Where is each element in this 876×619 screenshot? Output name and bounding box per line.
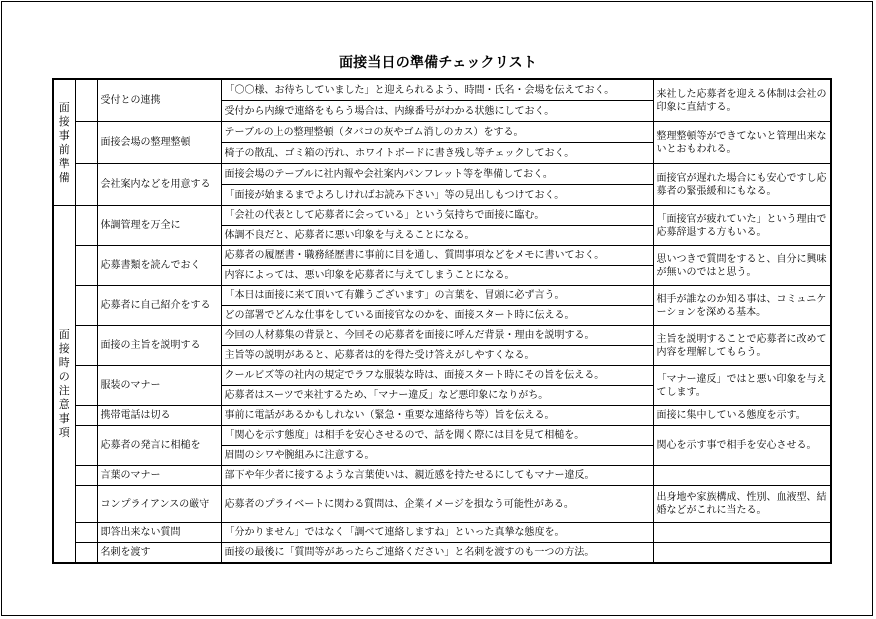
table-row — [53, 326, 831, 346]
item-cell: コンプライアンスの厳守 — [97, 486, 221, 523]
item-cell: 面接の主旨を説明する — [97, 326, 221, 366]
check-cell[interactable] — [75, 426, 97, 466]
category-label: 面接時の注意事項 — [58, 328, 70, 439]
note-cell — [653, 466, 831, 486]
description-cell: 「面接が始まるまでよろしければお読み下さい」等の見出しもつけておく。 — [221, 185, 653, 206]
note-cell: 「マナー違反」ではと悪い印象を与えてします。 — [653, 366, 831, 406]
category-label: 面接事前準備 — [58, 100, 70, 184]
description-cell: 今回の人材募集の背景と、今回その応募者を面接に呼んだ背景・理由を説明する。 — [221, 326, 653, 346]
table-row — [53, 366, 831, 386]
table-row — [53, 122, 831, 143]
item-cell: 会社案内などを用意する — [97, 164, 221, 206]
table-row — [53, 246, 831, 266]
table-row — [53, 523, 831, 543]
table-row — [53, 543, 831, 564]
item-cell: 応募書類を読んでおく — [97, 246, 221, 286]
check-cell[interactable] — [75, 543, 97, 564]
description-cell: 眉間のシワや腕組みに注意する。 — [221, 446, 653, 466]
note-cell: 来社した応募者を迎える体制は会社の印象に直結する。 — [653, 79, 831, 122]
item-cell: 服装のマナー — [97, 366, 221, 406]
note-cell: 思いつきで質問をすると、自分に興味が無いのではと思う。 — [653, 246, 831, 286]
description-cell: 事前に電話があるかもしれない（緊急・重要な連絡待ち等）旨を伝える。 — [221, 406, 653, 426]
description-cell: 椅子の散乱、ゴミ箱の汚れ、ホワイトボードに書き残し等チェックしておく。 — [221, 143, 653, 164]
check-cell[interactable] — [75, 366, 97, 406]
table-row — [53, 426, 831, 446]
description-cell: 受付から内線で連絡をもらう場合は、内線番号がわかる状態にしておく。 — [221, 101, 653, 122]
check-cell[interactable] — [75, 326, 97, 366]
check-cell[interactable] — [75, 466, 97, 486]
description-cell: 応募者はスーツで来社するため、「マナー違反」など悪印象になりがち。 — [221, 386, 653, 406]
item-cell: 言葉のマナー — [97, 466, 221, 486]
item-cell: 応募者に自己紹介をする — [97, 286, 221, 326]
table-row — [53, 406, 831, 426]
check-cell[interactable] — [75, 79, 97, 122]
description-cell: 内容によっては、悪い印象を応募者に与えてしまうことになる。 — [221, 266, 653, 286]
item-cell: 携帯電話は切る — [97, 406, 221, 426]
category-cell — [53, 206, 75, 564]
table-row — [53, 164, 831, 185]
checklist-table — [52, 78, 832, 564]
page-title: 面接当日の準備チェックリスト — [338, 55, 538, 71]
note-cell: 出身地や家族構成、性別、血液型、結婚などがこれに当たる。 — [653, 486, 831, 523]
check-cell[interactable] — [75, 406, 97, 426]
description-cell: 「〇〇様、お待ちしていました」と迎えられるよう、時間・氏名・会場を伝えておく。 — [221, 79, 653, 101]
description-cell: どの部署でどんな仕事をしている面接官なのかを、面接スタート時に伝える。 — [221, 306, 653, 326]
check-cell[interactable] — [75, 486, 97, 523]
note-cell: 面接に集中している態度を示す。 — [653, 406, 831, 426]
table-row — [53, 486, 831, 523]
check-cell[interactable] — [75, 206, 97, 246]
item-cell: 受付との連携 — [97, 79, 221, 122]
note-cell: 主旨を説明することで応募者に改めて内容を理解してもらう。 — [653, 326, 831, 366]
description-cell: 「分かりません」ではなく「調べて連絡しますね」といった真摯な態度を。 — [221, 523, 653, 543]
table-row — [53, 286, 831, 306]
table-row — [53, 206, 831, 226]
description-cell: テーブルの上の整理整頓（タバコの灰やゴム消しのカス）をする。 — [221, 122, 653, 143]
table-row — [53, 79, 831, 101]
item-cell: 面接会場の整理整頓 — [97, 122, 221, 164]
note-cell: 相手が誰なのか知る事は、コミュニケーションを深める基本。 — [653, 286, 831, 326]
check-cell[interactable] — [75, 523, 97, 543]
item-cell: 即答出来ない質問 — [97, 523, 221, 543]
note-cell: 整理整頓等ができてないと管理出来ないとおもわれる。 — [653, 122, 831, 164]
description-cell: 部下や年少者に接するような言葉使いは、親近感を持たせるにしてもマナー違反。 — [221, 466, 653, 486]
check-cell[interactable] — [75, 164, 97, 206]
description-cell: 応募者の履歴書・職務経歴書に事前に目を通し、質問事項などをメモに書いておく。 — [221, 246, 653, 266]
category-cell — [53, 79, 75, 206]
description-cell: 「本日は面接に来て頂いて有難うございます」の言葉を、冒頭に必ず言う。 — [221, 286, 653, 306]
check-cell[interactable] — [75, 246, 97, 286]
note-cell: 面接官が遅れた場合にも安心ですし応募者の緊張緩和にもなる。 — [653, 164, 831, 206]
description-cell: 「会社の代表として応募者に会っている」という気持ちで面接に臨む。 — [221, 206, 653, 226]
note-cell — [653, 523, 831, 543]
description-cell: 「関心を示す態度」は相手を安心させるので、話を聞く際には目を見て相槌を。 — [221, 426, 653, 446]
description-cell: クールビズ等の社内の規定でラフな服装な時は、面接スタート時にその旨を伝える。 — [221, 366, 653, 386]
item-cell: 名刺を渡す — [97, 543, 221, 564]
check-cell[interactable] — [75, 286, 97, 326]
item-cell: 応募者の発言に相槌を — [97, 426, 221, 466]
description-cell: 応募者のプライベートに関わる質問は、企業イメージを損なう可能性がある。 — [221, 486, 653, 523]
description-cell: 面接会場のテーブルに社内報や会社案内パンフレット等を準備しておく。 — [221, 164, 653, 185]
table-row — [53, 466, 831, 486]
note-cell: 関心を示す事で相手を安心させる。 — [653, 426, 831, 466]
check-cell[interactable] — [75, 122, 97, 164]
description-cell: 面接の最後に「質問等があったらご連絡ください」と名刺を渡すのも一つの方法。 — [221, 543, 653, 564]
description-cell: 体調不良だと、応募者に悪い印象を与えることになる。 — [221, 226, 653, 246]
description-cell: 主旨等の説明があると、応募者は的を得た受け答えがしやすくなる。 — [221, 346, 653, 366]
note-cell: 「面接官が疲れていた」という理由で応募辞退する方もいる。 — [653, 206, 831, 246]
item-cell: 体調管理を万全に — [97, 206, 221, 246]
note-cell — [653, 543, 831, 564]
